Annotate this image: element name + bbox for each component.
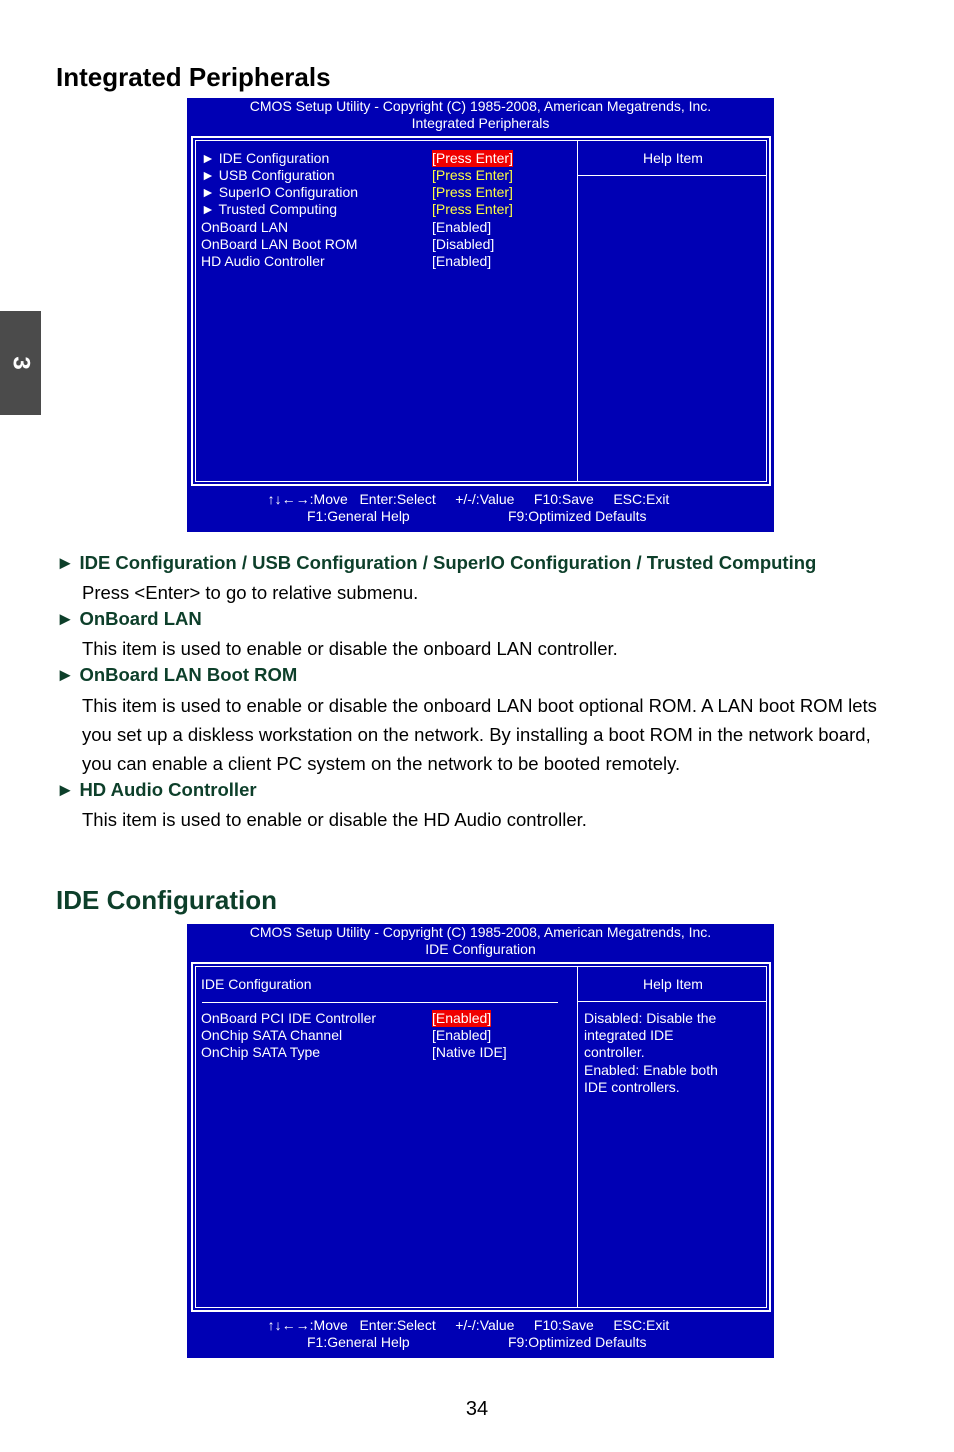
- help-divider: [577, 141, 578, 481]
- desc-heading-onboard-lan-boot-rom: ► OnBoard LAN Boot ROM: [56, 664, 298, 685]
- bios-header-copyright: CMOS Setup Utility - Copyright (C) 1985-2008, American Megatrends, Inc.: [249, 924, 712, 940]
- value-hd-audio-controller[interactable]: [Enabled]: [432, 253, 492, 269]
- desc-heading-onboard-lan: ► OnBoard LAN: [56, 608, 202, 629]
- desc-text-onboard-lan: This item is used to enable or disable the onboard LAN controller.: [82, 638, 618, 659]
- menu-item-trusted-computing[interactable]: ► Trusted Computing: [201, 201, 338, 217]
- help-text-line: Enabled: Enable both: [584, 1062, 718, 1078]
- footer-value: +/-/:Value: [455, 491, 515, 507]
- bios-header-copyright: CMOS Setup Utility - Copyright (C) 1985-2008, American Megatrends, Inc.: [249, 98, 712, 114]
- footer-select: Enter:Select: [359, 1317, 436, 1333]
- help-text-line: integrated IDE: [584, 1027, 674, 1043]
- footer-optimized-defaults: F9:Optimized Defaults: [508, 508, 647, 524]
- value-onboard-lan[interactable]: [Enabled]: [432, 219, 492, 235]
- desc-text-submenus: Press <Enter> to go to relative submenu.: [82, 582, 419, 603]
- help-underline: [577, 1001, 766, 1002]
- bios-inner-frame: [195, 966, 767, 1308]
- value-onchip-sata-channel[interactable]: [Enabled]: [432, 1027, 492, 1043]
- footer-value: +/-/:Value: [455, 1317, 515, 1333]
- footer-move: ↑↓←→:Move: [267, 491, 348, 507]
- menu-item-onchip-sata-channel[interactable]: OnChip SATA Channel: [201, 1027, 343, 1043]
- menu-item-usb-configuration[interactable]: ► USB Configuration: [201, 167, 335, 183]
- help-text-line: Disabled: Disable the: [584, 1010, 717, 1026]
- bios-main-frame: [191, 136, 771, 486]
- chapter-number: 3: [7, 356, 35, 370]
- value-onchip-sata-type[interactable]: [Native IDE]: [432, 1044, 507, 1060]
- footer-general-help: F1:General Help: [307, 1334, 410, 1350]
- menu-item-onboard-lan-boot-rom[interactable]: OnBoard LAN Boot ROM: [201, 236, 358, 252]
- value-trusted-computing[interactable]: [Press Enter]: [432, 201, 513, 217]
- bios-inner-frame: [195, 140, 767, 482]
- bios-main-frame: [191, 962, 771, 1312]
- value-usb-configuration[interactable]: [Press Enter]: [432, 167, 513, 183]
- menu-item-onchip-sata-type[interactable]: OnChip SATA Type: [201, 1044, 321, 1060]
- menu-item-ide-configuration[interactable]: ► IDE Configuration: [201, 150, 330, 166]
- help-text-line: IDE controllers.: [584, 1079, 680, 1095]
- value-superio-configuration[interactable]: [Press Enter]: [432, 184, 513, 200]
- section-underline: [202, 1002, 558, 1003]
- footer-optimized-defaults: F9:Optimized Defaults: [508, 1334, 647, 1350]
- value-onboard-lan-boot-rom[interactable]: [Disabled]: [432, 236, 495, 252]
- section-heading: IDE Configuration: [201, 976, 312, 992]
- bios-screen-integrated-peripherals: [187, 98, 774, 532]
- bios-footer-line1: [175, 1317, 762, 1334]
- help-text-line: controller.: [584, 1044, 645, 1060]
- help-underline: [577, 175, 766, 176]
- bios-header-title: IDE Configuration: [425, 941, 536, 957]
- footer-exit: ESC:Exit: [613, 491, 670, 507]
- value-onboard-pci-ide-controller[interactable]: [Enabled]: [432, 1010, 492, 1026]
- footer-save: F10:Save: [533, 491, 594, 507]
- section-title-ide-configuration: IDE Configuration: [56, 885, 277, 915]
- desc-text-onboard-lan-boot-rom: This item is used to enable or disable the onboard LAN boot optional ROM. A LAN boot ROM lets you set up a diskless workstation on the network. By installing a boot ROM in the network board, you can enable a client PC system on the network to be booted remotely.: [82, 695, 877, 774]
- help-item-title: Help Item: [643, 150, 703, 166]
- menu-item-onboard-lan[interactable]: OnBoard LAN: [201, 219, 289, 235]
- desc-heading-submenus: ► IDE Configuration / USB Configuration / SuperIO Configuration / Trusted Computing: [56, 552, 817, 573]
- value-ide-configuration[interactable]: [Press Enter]: [432, 150, 513, 166]
- bios-footer-line1: [175, 491, 762, 508]
- page-number: 34: [465, 1398, 489, 1420]
- footer-general-help: F1:General Help: [307, 508, 410, 524]
- help-item-title: Help Item: [643, 976, 703, 992]
- desc-text-hd-audio: This item is used to enable or disable the HD Audio controller.: [82, 809, 587, 830]
- page-title: Integrated Peripherals: [56, 62, 331, 92]
- bios-screen-ide-configuration: [187, 924, 774, 1358]
- menu-item-superio-configuration[interactable]: ► SuperIO Configuration: [201, 184, 359, 200]
- desc-heading-hd-audio: ► HD Audio Controller: [56, 779, 257, 800]
- bios-header-title: Integrated Peripherals: [411, 115, 550, 131]
- footer-move: ↑↓←→:Move: [267, 1317, 348, 1333]
- footer-save: F10:Save: [533, 1317, 594, 1333]
- menu-item-onboard-pci-ide-controller[interactable]: OnBoard PCI IDE Controller: [201, 1010, 377, 1026]
- chapter-tab: [0, 311, 41, 415]
- menu-item-hd-audio-controller[interactable]: HD Audio Controller: [201, 253, 325, 269]
- help-divider: [577, 967, 578, 1307]
- footer-select: Enter:Select: [359, 491, 436, 507]
- footer-exit: ESC:Exit: [613, 1317, 670, 1333]
